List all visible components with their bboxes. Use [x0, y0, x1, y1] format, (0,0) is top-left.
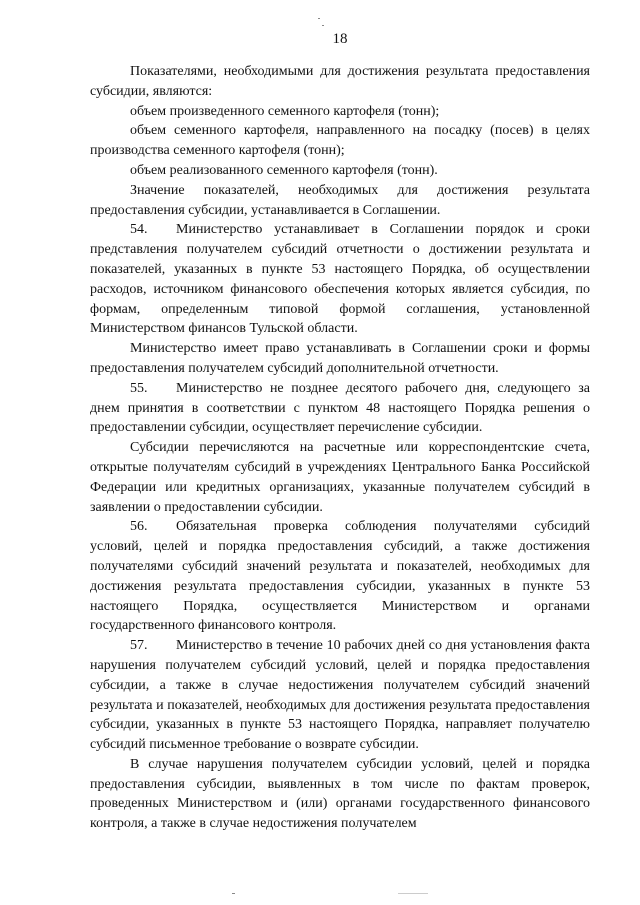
clause-number: 56.	[130, 519, 148, 535]
clause-57	[90, 636, 590, 755]
list-item-sold-volume: объем реализованного семенного картофеля (тонн).	[130, 162, 438, 178]
clause-number: 57.	[130, 638, 148, 654]
scan-speck	[232, 893, 235, 894]
scan-speck	[322, 25, 324, 26]
clause-number: 55.	[130, 380, 148, 396]
scan-speck	[318, 18, 320, 19]
clause-56	[90, 517, 590, 636]
clause-number: 54.	[130, 222, 148, 238]
paragraph-subsidy-transfer: Субсидии перечисляются на расчетные или корреспондентские счета, открытые получателям субсидий в учреждениях Центрального Банка Российской Федерации или кредитных организациях, указанные получателем субсидий в заявлении о предоставлении субсидии.	[90, 440, 590, 515]
document-body	[90, 62, 590, 834]
page-number: 18	[332, 31, 348, 47]
list-item-planted-volume: объем семенного картофеля, направленного на посадку (посев) в целях производства семенного картофеля (тонн);	[90, 123, 590, 159]
paragraph-additional-reporting: Министерство имеет право устанавливать в Соглашении сроки и формы предоставления получателем субсидий дополнительной отчетности.	[90, 341, 590, 376]
scan-speck	[398, 893, 428, 894]
clause-55	[90, 379, 590, 438]
list-item-produced-volume: объем произведенного семенного картофеля (тонн);	[130, 103, 440, 119]
clause-54	[90, 220, 590, 339]
clause-text: Министерство в течение 10 рабочих дней со дня установления факта нарушения получателем субсидий условий, целей и порядка предоставления субсидии, а также в случае недостижения получателем субсидий значений результата и показателей, необходимых для достижения результата предоставления субсидии, указанных в пункте 53 настоящего Порядка, направляет получателю субсидий письменное требование о возврате субсидии.	[90, 638, 590, 753]
paragraph-indicators-intro: Показателями, необходимыми для достижения результата предоставления субсидии, являются:	[90, 64, 590, 99]
paragraph-indicator-values: Значение показателей, необходимых для достижения результата предоставления субсидии, устанавливается в Соглашении.	[90, 182, 590, 218]
clause-text: Обязательная проверка соблюдения получателями субсидий условий, целей и порядка предоставления субсидий, а также достижения получателями субсидий значений результата и показателей, необходимых для достижения результата предоставления субсидии, указанных в пункте 53 настоящего Порядка, осуществляется Министерством и органами государственного финансового контроля.	[90, 519, 590, 634]
paragraph-violation-case: В случае нарушения получателем субсидии условий, целей и порядка предоставления субсидии, выявленных в том числе по фактам проверок, проведенных Министерством и (или) органами государственного финансового контроля, а также в случае недостижения получателем	[90, 756, 590, 832]
clause-text: Министерство не позднее десятого рабочего дня, следующего за днем принятия в соответствии с пунктом 48 настоящего Порядка решения о предоставлении субсидии, осуществляет перечисление субсидии.	[90, 380, 590, 436]
clause-text: Министерство устанавливает в Соглашении порядок и сроки представления получателем субсидий отчетности о достижении результата и показателей, указанных в пункте 53 настоящего Порядка, об осуществлении расходов, источником финансового обеспечения которых является субсидия, по формам, определенным типовой формой соглашения, установленной Министерством финансов Тульской области.	[90, 222, 590, 337]
